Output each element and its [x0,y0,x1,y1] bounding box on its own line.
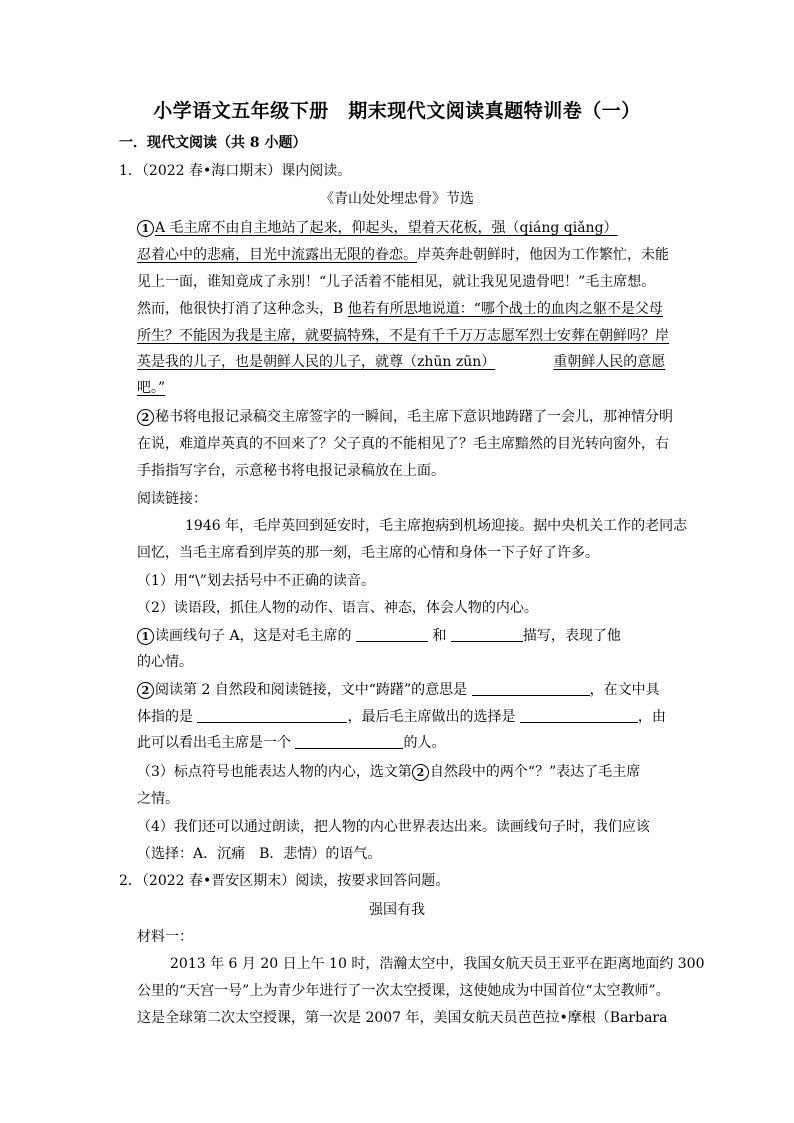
answer-blank[interactable] [520,708,638,723]
sub-question-2: （2）读语段，抓住人物的动作、语言、神态，体会人物的内心。 [137,600,538,616]
material-line-2: 公里的“天宫一号”上为青少年进行了一次太空授课，这使她成为中国首位“太空教师”。 [137,983,670,999]
circled-number: 2 [137,682,154,699]
sub-question-3 [137,762,640,782]
text: 然而，他很快打消了这种念头，B [137,301,348,317]
material-label: 材料一： [137,929,193,945]
material-line-1: 2013 年 6 月 20 日上午 10 时，浩瀚太空中，我国女航天员王亚平在距离地面约 300 [170,956,705,972]
passage-2-line-1 [137,407,673,427]
question-1-header: 1．（2022 春•海口期末）课内阅读。 [119,163,352,179]
text: 和 [428,628,451,644]
section-heading: 一．现代文阅读（共 8 小题） [119,135,307,151]
text: ，最后毛主席做出的选择是 [347,709,520,725]
text: 读画线句子 A，这是对毛主席的 [155,628,357,644]
circled-number: 2 [137,409,154,426]
passage-title-2: 强国有我 [369,902,425,918]
underlined-sentence-b: 他若有所思地说道：“哪个战士的血肉之躯不是父母 [347,301,663,317]
sub-question-4: （4）我们还可以通过朗读，把人物的内心世界表达出来。读画线句子时，我们应该 [137,819,650,835]
page-title: 小学语文五年级下册 期末现代文阅读真题特训卷（一） [153,100,641,122]
question-2-header: 2．（2022 春•晋安区期末）阅读，按要求回答问题。 [119,873,450,889]
text: ，由 [637,709,666,725]
circled-number: 2 [412,764,429,781]
text: 描写，表现了他 [522,628,621,644]
text: （3）标点符号也能表达人物的内心，选文第 [137,764,412,780]
sub-question-1: （1）用“\”划去括号中不正确的读音。 [137,573,375,589]
sub-question-2-b [137,680,660,700]
reading-link-line-2: 回忆，当毛主席看到岸英的那一刻，毛主席的心情和身体一下子好了许多。 [137,545,599,561]
passage-1-line-6 [137,352,665,372]
passage-title-1: 《青山处处埋忠骨》节选 [320,191,474,207]
text: ，在文中具 [589,682,660,698]
answer-blank[interactable] [295,734,403,749]
sub-question-2-a [137,626,621,646]
sub-question-3-cont: 之情。 [137,791,179,807]
reading-link-line-1: 1946 年，毛岸英回到延安时，毛主席抱病到机场迎接。据中央机关工作的老同志 [185,518,688,534]
answer-blank[interactable] [197,708,347,723]
text: 阅读第 2 自然段和阅读链接，文中“踌躇”的意思是 [155,682,472,698]
passage-1-line-5: 所生？不能因为我是主席，就要搞特殊，不是有千千万万志愿军烈士安葬在朝鲜吗？岸 [137,328,669,344]
sub-question-2-a-cont: 的心情。 [137,654,193,670]
answer-blank[interactable] [472,681,590,696]
passage-1-line-3: 见上一面，谁知竟成了永别！“儿子活着不能相见，就让我见见遗骨吧！”毛主席想。 [137,274,656,290]
passage-2-line-2: 在说，难道岸英真的不回来了？父子真的不能相见了？毛主席黯然的目光转向窗外，右 [137,436,669,452]
material-line-3: 这是全球第二次太空授课，第一次是 2007 年，美国女航天员芭芭拉•摩根（Barbara [137,1010,668,1026]
underlined-sentence-a: A 毛主席不由自主地站了起来，仰起头，望着天花板，强（qiáng qiǎng） [155,220,618,236]
text: 的人。 [403,735,446,751]
passage-1-line-4 [137,299,663,319]
circled-number: 1 [137,220,154,237]
text: 英是我的儿子，也是朝鲜人民的儿子，就尊（zhūn zūn） [137,354,496,370]
sub-question-2-b-end [137,733,445,753]
text: 自然段中的两个“？”表达了毛主席 [429,764,641,780]
text: 重朝鲜人民的意愿 [553,354,666,370]
sub-question-2-b-cont [137,707,666,727]
text: 体指的是 [137,709,198,725]
circled-number: 1 [137,628,154,645]
reading-link-label: 阅读链接： [137,491,207,507]
text: 秘书将电报记录稿交主席签字的一瞬间，毛主席下意识地踌躇了一会儿，那神情分明 [155,409,673,425]
sub-question-4-cont: （选择：A．沉痛 B．悲情）的语气。 [137,846,382,862]
answer-blank[interactable] [356,627,428,642]
passage-1-line-2 [137,245,669,265]
passage-1-line-1 [137,218,618,238]
text: 岸英奔赴朝鲜时，他因为工作繁忙，未能 [417,247,669,263]
underlined-sentence-a-end: 忍着心中的悲痛，目光中流露出无限的眷恋。 [137,247,417,263]
passage-1-line-7: 吧。” [137,380,166,396]
passage-2-line-3: 手指指写字台，示意秘书将电报记录稿放在上面。 [137,463,445,479]
answer-blank[interactable] [451,627,523,642]
text: 此可以看出毛主席是一个 [137,735,296,751]
